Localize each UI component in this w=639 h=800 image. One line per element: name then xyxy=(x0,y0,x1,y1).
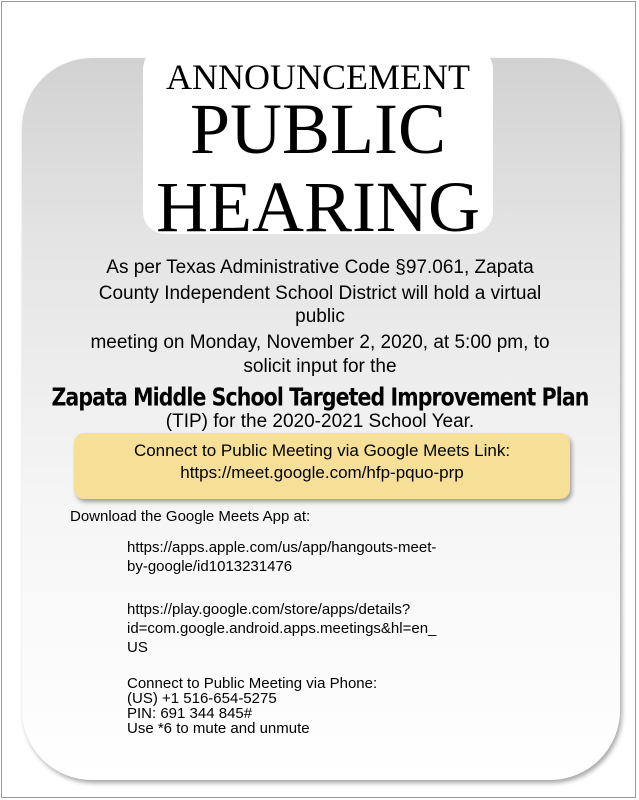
phone-label: Connect to Public Meeting via Phone: xyxy=(127,675,378,692)
intro-line-2: County Independent School District will hold a virtual xyxy=(98,283,542,304)
meet-link-label: Connect to Public Meeting via Google Meets Link: xyxy=(133,441,511,460)
google-link-line-2[interactable]: id=com.google.android.apps.meetings&hl=en_ xyxy=(127,620,437,637)
tip-line: (TIP) for the 2020-2021 School Year. xyxy=(165,411,475,432)
announcement-heading: ANNOUNCEMENT xyxy=(166,57,470,97)
intro-line-3: public xyxy=(295,306,345,327)
phone-pin: PIN: 691 344 845# xyxy=(127,705,253,722)
apple-link-line-1[interactable]: https://apps.apple.com/us/app/hangouts-meet- xyxy=(127,539,437,556)
meet-link-url[interactable]: https://meet.google.com/hfp-pquo-prp xyxy=(180,463,464,482)
google-link-line-1[interactable]: https://play.google.com/store/apps/details? xyxy=(127,601,411,618)
google-link-line-3[interactable]: US xyxy=(127,639,148,656)
plan-title: Zapata Middle School Targeted Improvement Plan xyxy=(51,382,589,412)
hearing-heading: HEARING xyxy=(156,167,480,247)
apple-link-line-2[interactable]: by-google/id1013231476 xyxy=(127,558,293,575)
meet-link-box xyxy=(74,433,570,499)
download-label: Download the Google Meets App at: xyxy=(70,508,311,525)
public-heading: PUBLIC xyxy=(189,89,447,169)
intro-line-4: meeting on Monday, November 2, 2020, at 5:00 pm, to xyxy=(90,332,550,353)
intro-line-5: solicit input for the xyxy=(243,356,397,377)
title-box xyxy=(143,47,493,247)
intro-line-1: As per Texas Administrative Code §97.061, Zapata xyxy=(106,257,534,278)
phone-section xyxy=(127,676,377,736)
phone-mute-instructions: Use *6 to mute and unmute xyxy=(127,720,310,737)
phone-number[interactable]: (US) +1 516-654-5275 xyxy=(127,690,277,707)
